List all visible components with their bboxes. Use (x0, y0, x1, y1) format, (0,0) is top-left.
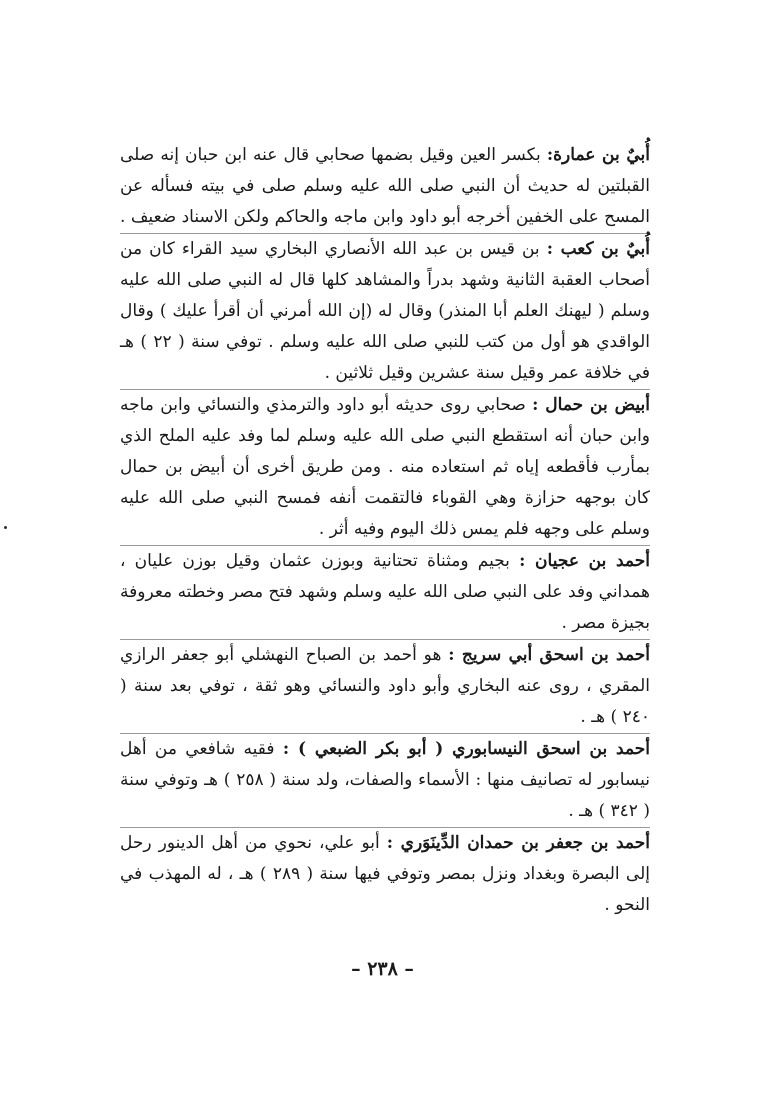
entry-headword: أُبيٌ بن كعب : (546, 239, 650, 259)
entry-headword: أحمد بن اسحق أبي سريج : (448, 645, 651, 665)
entry-ubayy-ibn-kab (120, 234, 650, 389)
entry-ahmad-ibn-ishaq-suraij (120, 640, 650, 733)
entry-text: هو أحمد بن الصباح النهشلي أبو جعفر الرازي المقري ، روى عنه البخاري وأبو داود والنسائي وهو ثقة ، توفي بعد سنة ( ٢٤٠ ) هـ . (120, 645, 650, 727)
entry-headword: أبيض بن حمال : (532, 395, 651, 415)
entry-headword: أحمد بن اسحق النيسابوري ( أبو بكر الضبعي ) : (282, 739, 651, 759)
entry-text: بن قيس بن عبد الله الأنصاري البخاري سيد القراء كان من أصحاب العقبة الثانية وشهد بدراً والمشاهد كلها قال له النبي صلى الله عليه وسلم ( ليهنك العلم أبا المنذر) وقال له (إن الله أمرني أن أقرأ عليك ) وقال الواقدي هو أول من كتب للنبي صلى الله عليه وسلم . توفي سنة ( ٢٢ ) هـ في خلافة عمر وقيل سنة عشرين وقيل ثلاثين . (120, 239, 650, 383)
page-body (120, 140, 650, 921)
entry-headword: أُبيٌ بن عمارة: (546, 145, 650, 165)
entry-text: أبو علي، نحوي من أهل الدينور رحل إلى البصرة وبغداد ونزل بمصر وتوفي فيها سنة ( ٢٨٩ ) هـ ، له المهذب في النحو . (120, 833, 650, 915)
margin-dot (4, 526, 7, 529)
entry-ubayy-ibn-umara (120, 140, 650, 233)
entry-ahmad-ibn-ishaq-naysaburi (120, 734, 650, 827)
entry-headword: أحمد بن عجيان : (519, 551, 650, 571)
entry-ahmad-ibn-ajyan (120, 546, 650, 639)
entry-text: بجيم ومثناة تحتانية وبوزن عثمان وقيل بوزن عليان ، همداني وفد على النبي صلى الله عليه وسلم وشهد فتح مصر وخطته معروفة بجيزة مصر . (120, 551, 650, 633)
page-number: – ٢٣٨ – (351, 958, 414, 980)
entry-text: فقيه شافعي من أهل نيسابور له تصانيف منها : الأسماء والصفات، ولد سنة ( ٢٥٨ ) هـ وتوفي سنة ( ٣٤٢ ) هـ . (120, 739, 650, 821)
entry-text: بكسر العين وقيل بضمها صحابي قال عنه ابن حبان إنه صلى القبلتين له حديث أن النبي صلى الله عليه وسلم صلى في بيته فسأله عن المسح على الخفين أخرجه أبو داود وابن ماجه والحاكم ولكن الاسناد ضعيف . (120, 145, 650, 227)
entry-headword: أحمد بن جعفر بن حمدان الدِّينَوَري : (386, 833, 650, 853)
entry-ahmad-ibn-jafar-dinawari (120, 828, 650, 921)
entry-text: صحابي روى حديثه أبو داود والترمذي والنسائي وابن ماجه وابن حبان أنه استقطع النبي صلى الله عليه وسلم لما وفد عليه الملح الذي بمأرب فأقطعه إياه ثم استعاده منه . ومن طريق أخرى أن أبيض بن حمال كان بوجهه حزازة وهي القوباء فالتقمت أنفه فمسح النبي صلى الله عليه وسلم على وجهه فلم يمس ذلك اليوم وفيه أثر . (120, 395, 651, 539)
entry-abyad-ibn-hammal (120, 390, 650, 545)
